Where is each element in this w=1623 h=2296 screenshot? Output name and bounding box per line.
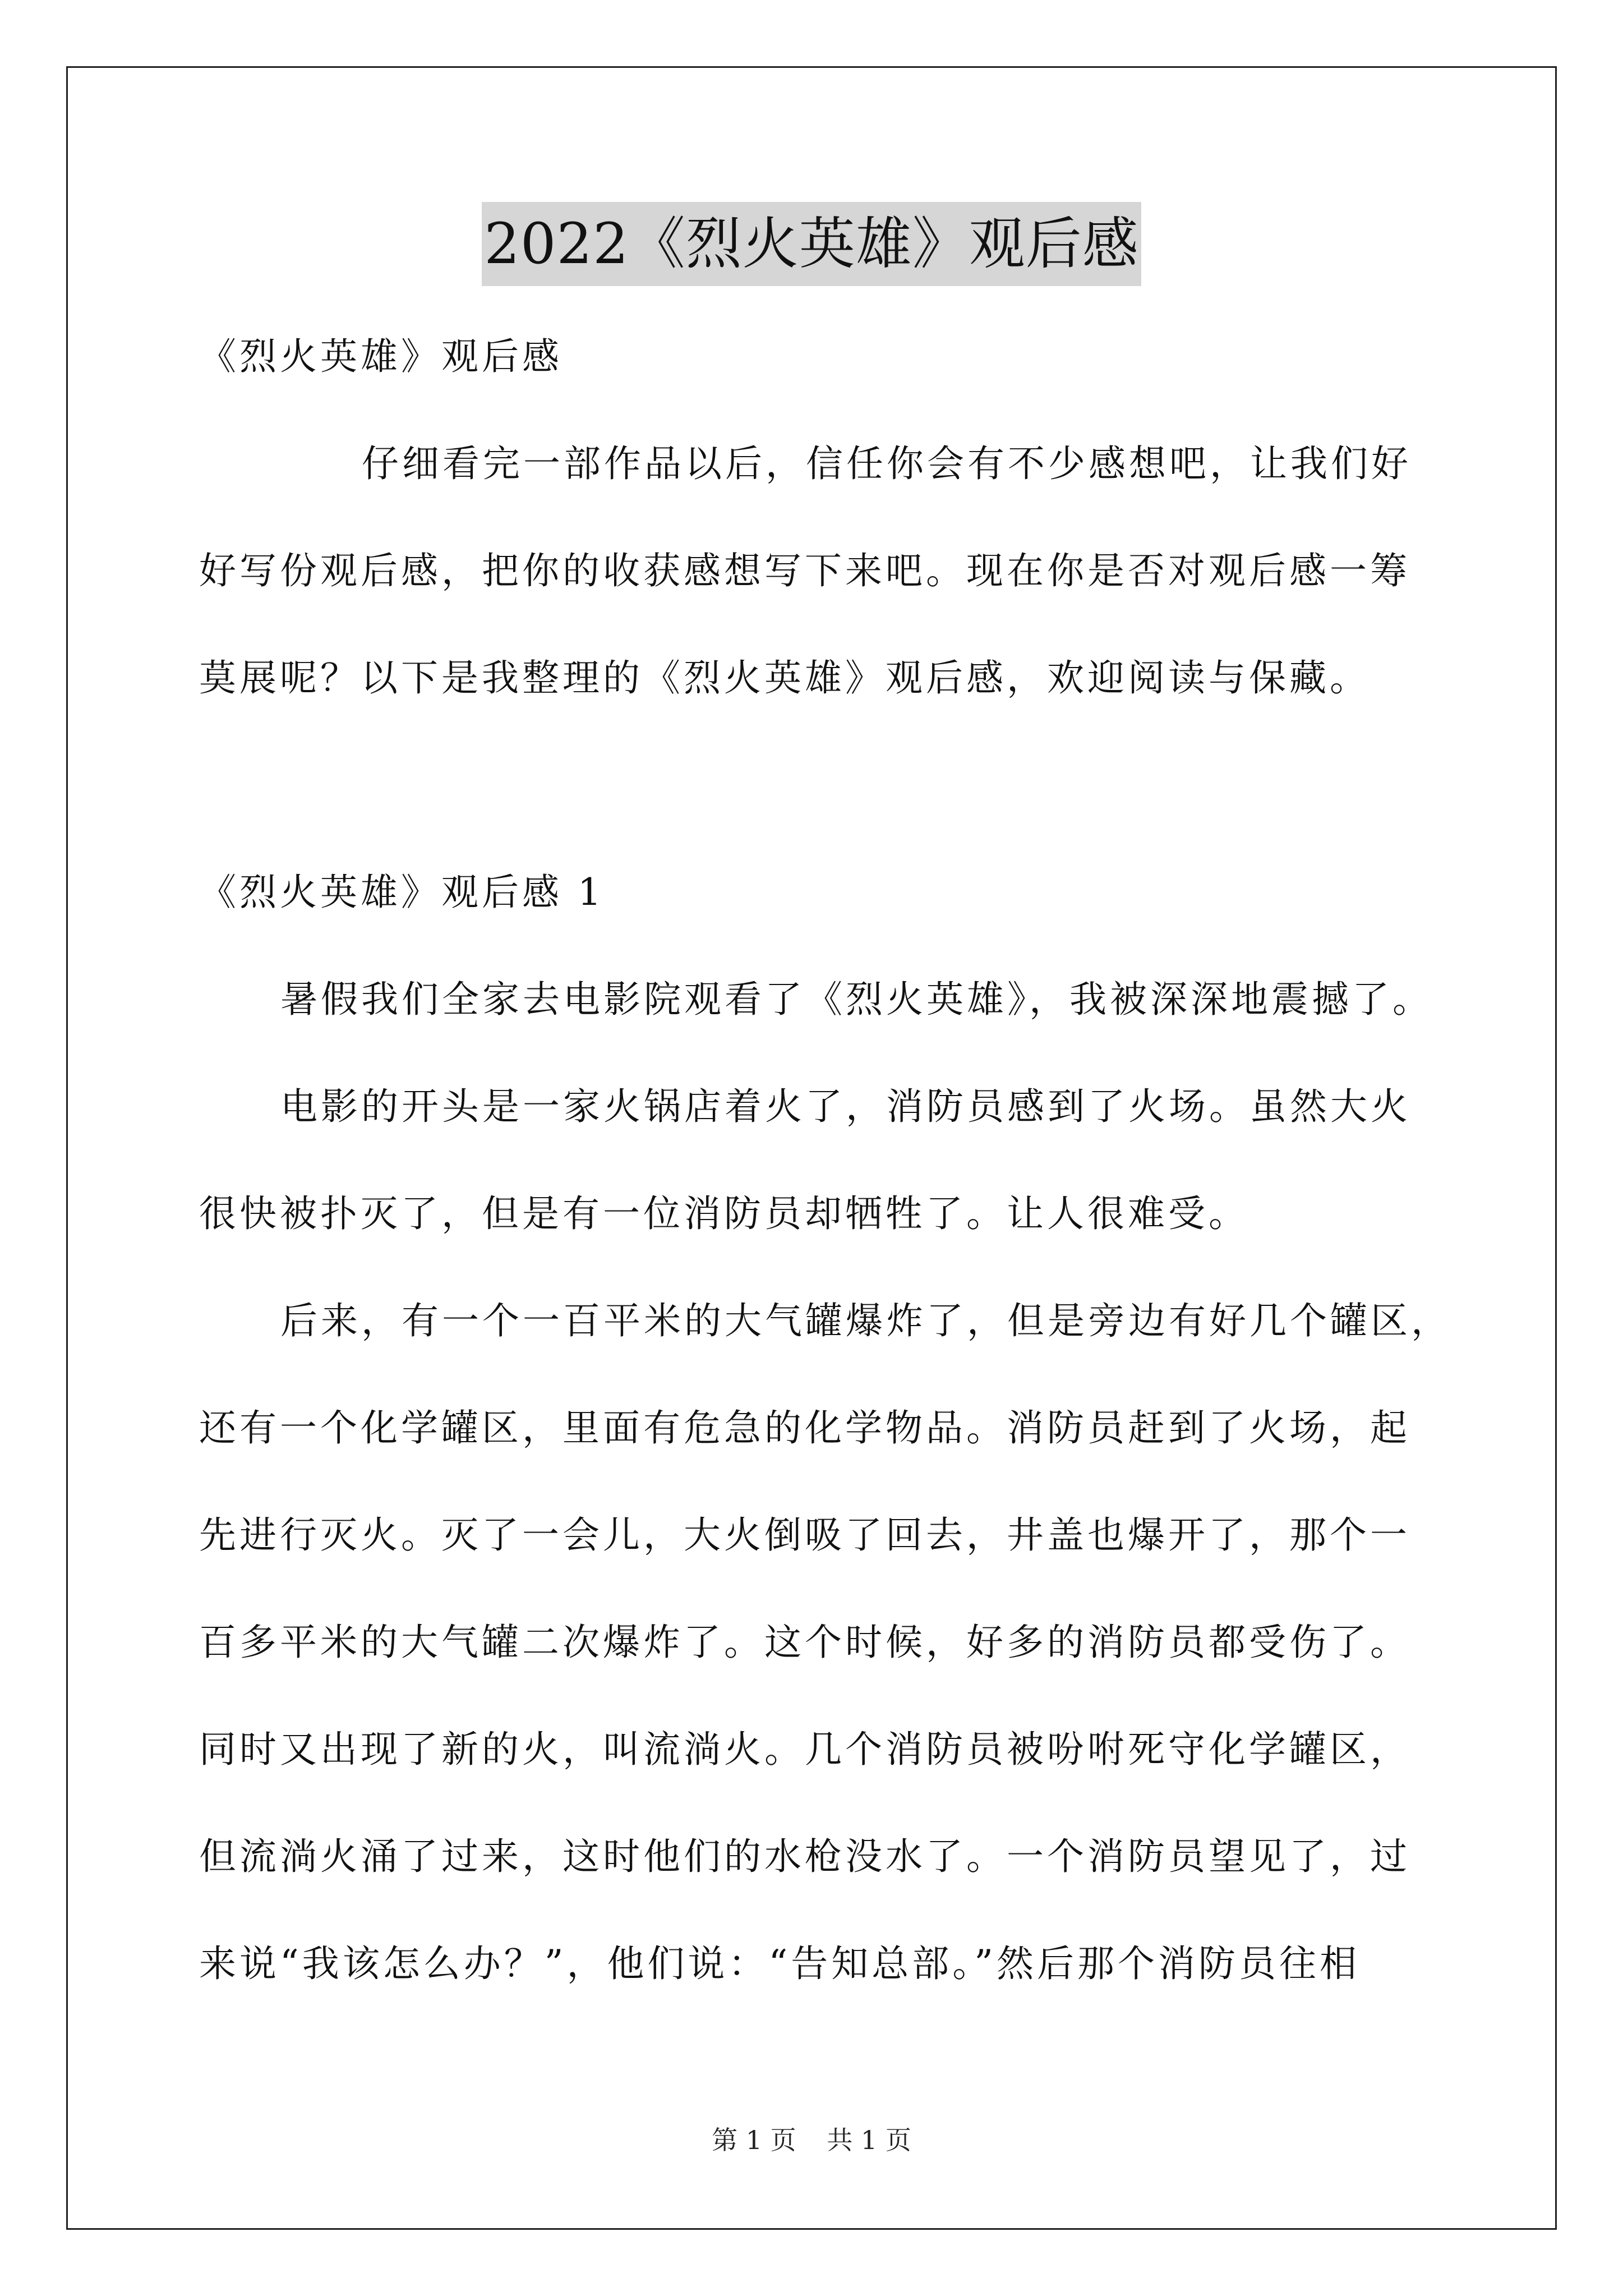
paragraph-line: 还有一个化学罐区，里面有危急的化学物品。消防员赶到了火场，起 — [199, 1406, 1410, 1450]
title-container — [0, 202, 1623, 286]
page-footer — [0, 2123, 1623, 2157]
paragraph-line: 同时又出现了新的火，叫流淌火。几个消防员被吩咐死守化学罐区， — [199, 1728, 1410, 1771]
section-heading: 《烈火英雄》观后感 1 — [199, 871, 605, 914]
document-body — [199, 303, 1451, 2017]
subtitle: 《烈火英雄》观后感 — [199, 335, 562, 378]
paragraph-3 — [199, 1267, 1451, 2017]
intro-line: 莫展呢？以下是我整理的《烈火英雄》观后感，欢迎阅读与保藏。 — [199, 656, 1370, 700]
intro-paragraph — [199, 410, 1433, 731]
paragraph-line: 来说“我该怎么办？”，他们说：“告知总部。”然后那个消防员往相 — [199, 1942, 1360, 1985]
page-number: 第 1 页 — [712, 2125, 796, 2155]
paragraph-gap — [199, 731, 1433, 839]
paragraph-2 — [199, 1053, 1433, 1267]
paragraph-line: 很快被扑灭了，但是有一位消防员却牺牲了。让人很难受。 — [199, 1192, 1249, 1235]
intro-line: 好写份观后感，把你的收获感想写下来吧。现在你是否对观后感一筹 — [199, 549, 1410, 592]
paragraph-1: 暑假我们全家去电影院观看了《烈火英雄》，我被深深地震撼了。 — [280, 978, 1433, 1021]
intro-line: 仔细看完一部作品以后，信任你会有不少感想吧，让我们好 — [362, 442, 1412, 485]
paragraph-line: 百多平米的大气罐二次爆炸了。这个时候，好多的消防员都受伤了。 — [199, 1621, 1410, 1664]
paragraph-line: 后来，有一个一百平米的大气罐爆炸了，但是旁边有好几个罐区， — [280, 1299, 1451, 1342]
paragraph-line: 电影的开头是一家火锅店着火了，消防员感到了火场。虽然大火 — [280, 1085, 1411, 1128]
page-total: 共 1 页 — [827, 2125, 911, 2155]
paragraph-line: 先进行灭火。灭了一会儿，大火倒吸了回去，井盖也爆开了，那个一 — [199, 1513, 1410, 1557]
paragraph-line: 但流淌火涌了过来，这时他们的水枪没水了。一个消防员望见了，过 — [199, 1835, 1410, 1878]
document-title: 2022《烈火英雄》观后感 — [482, 202, 1141, 286]
